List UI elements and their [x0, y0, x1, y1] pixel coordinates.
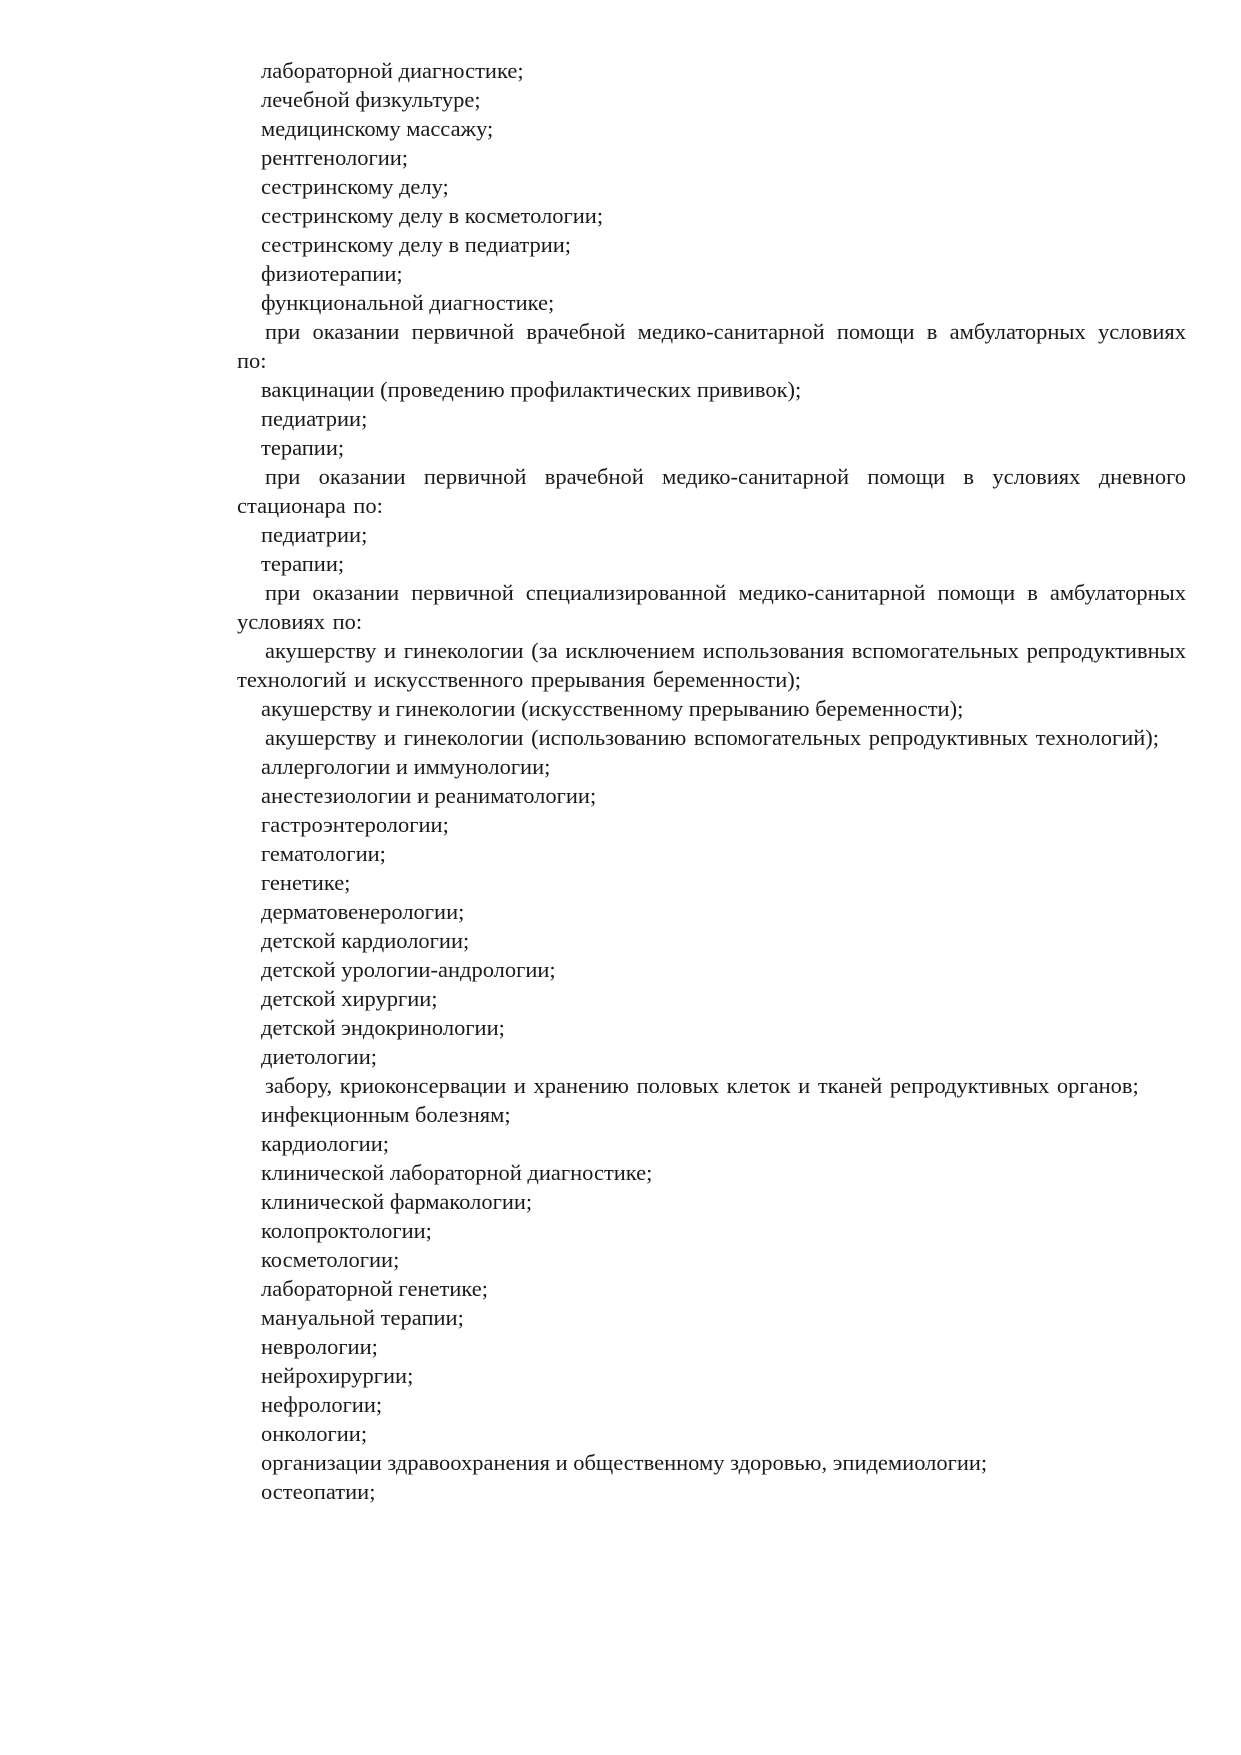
list-item: колопроктологии; — [261, 1218, 432, 1243]
list-item: вакцинации (проведению профилактических прививок); — [261, 377, 802, 402]
list-item: педиатрии; — [261, 522, 368, 547]
list-item: организации здравоохранения и общественному здоровью, эпидемиологии; — [261, 1450, 988, 1475]
list-item: детской эндокринологии; — [261, 1015, 505, 1040]
list-item: детской кардиологии; — [261, 928, 470, 953]
list-item: клинической фармакологии; — [261, 1189, 533, 1214]
list-item: медицинскому массажу; — [261, 116, 494, 141]
list-item: лабораторной диагностике; — [261, 58, 524, 83]
list-item: рентгенологии; — [261, 145, 409, 170]
list-item-multiline: акушерству и гинекологии (использованию вспомогательных репродуктивных технологий); — [265, 725, 1160, 750]
list-item: генетике; — [261, 870, 351, 895]
list-item: функциональной диагностике; — [261, 290, 555, 315]
list-item: лабораторной генетике; — [261, 1276, 488, 1301]
list-item: мануальной терапии; — [261, 1305, 464, 1330]
list-item: косметологии; — [261, 1247, 400, 1272]
list-item: педиатрии; — [261, 406, 368, 431]
list-item: акушерству и гинекологии (искусственному прерыванию беременности); — [261, 696, 964, 721]
list-item-multiline: акушерству и гинекологии (за исключением использования вспомогательных репродуктивных технологий и искусственного прерывания беременности); — [237, 638, 1186, 692]
list-item: нефрологии; — [261, 1392, 383, 1417]
list-item: гематологии; — [261, 841, 386, 866]
list-item: лечебной физкультуре; — [261, 87, 481, 112]
list-item: гастроэнтерологии; — [261, 812, 449, 837]
list-item: физиотерапии; — [261, 261, 403, 286]
list-item: сестринскому делу в педиатрии; — [261, 232, 572, 257]
list-item: инфекционным болезням; — [261, 1102, 511, 1127]
list-item: анестезиологии и реаниматологии; — [261, 783, 597, 808]
list-item: кардиологии; — [261, 1131, 390, 1156]
list-item: сестринскому делу; — [261, 174, 449, 199]
section-paragraph: при оказании первичной специализированной медико-санитарной помощи в амбулаторных условиях по: — [237, 580, 1186, 634]
list-item: клинической лабораторной диагностике; — [261, 1160, 653, 1185]
list-item: онкологии; — [261, 1421, 368, 1446]
document-page — [237, 56, 1186, 1506]
list-item: терапии; — [261, 551, 345, 576]
list-item: аллергологии и иммунологии; — [261, 754, 551, 779]
list-item: детской урологии-андрологии; — [261, 957, 556, 982]
list-item: диетологии; — [261, 1044, 378, 1069]
section-paragraph: при оказании первичной врачебной медико-санитарной помощи в условиях дневного стационара по: — [237, 464, 1186, 518]
list-item: неврологии; — [261, 1334, 378, 1359]
list-item: дерматовенерологии; — [261, 899, 465, 924]
list-item: сестринскому делу в косметологии; — [261, 203, 604, 228]
list-item: детской хирургии; — [261, 986, 438, 1011]
list-item-multiline: забору, криоконсервации и хранению половых клеток и тканей репродуктивных органов; — [265, 1073, 1139, 1098]
list-item: нейрохирургии; — [261, 1363, 414, 1388]
list-item: остеопатии; — [261, 1479, 376, 1504]
list-item: терапии; — [261, 435, 345, 460]
section-paragraph: при оказании первичной врачебной медико-санитарной помощи в амбулаторных условиях по: — [237, 319, 1186, 373]
